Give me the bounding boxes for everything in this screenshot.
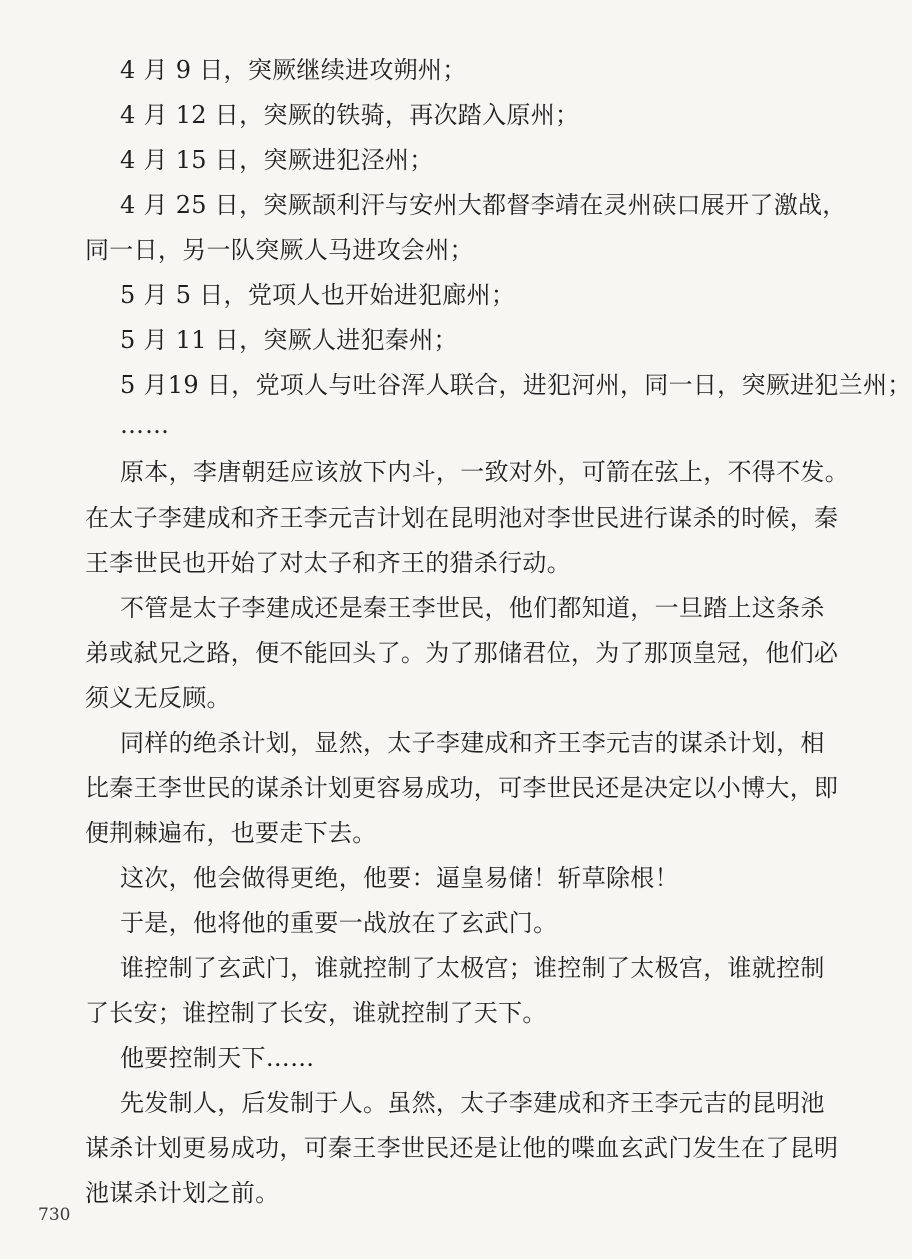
text-line: 4 月 15 日，突厥进犯泾州； [120,146,434,174]
text-line: 王李世民也开始了对太子和齐王的猎杀行动。 [85,549,571,577]
text-line: 便荆棘遍布，也要走下去。 [85,819,377,847]
text-line: 4 月 25 日，突厥颉利汗与安州大都督李靖在灵州硖口展开了激战， [120,191,847,219]
text-line: 同一日，另一队突厥人马进攻会州； [85,236,474,264]
text-line: 须义无反顾。 [85,684,231,712]
text-line: 这次，他会做得更绝，他要：逼皇易储！斩草除根！ [120,864,679,892]
text-line: 谋杀计划更易成功，可秦王李世民还是让他的喋血玄武门发生在了昆明 [85,1134,839,1162]
text-line: 原本，李唐朝廷应该放下内斗，一致对外，可箭在弦上，不得不发。 [120,458,849,486]
text-line: 谁控制了玄武门，谁就控制了太极宫；谁控制了太极宫，谁就控制 [120,954,825,982]
text-line: 5 月 11 日，突厥人进犯秦州； [120,326,458,354]
text-line: 4 月 12 日，突厥的铁骑，再次踏入原州； [120,101,580,129]
text-line: 比秦王李世民的谋杀计划更容易成功，可李世民还是决定以小博大，即 [85,774,839,802]
text-line: 池谋杀计划之前。 [85,1179,280,1207]
text-line: 了长安；谁控制了长安，谁就控制了天下。 [85,999,547,1027]
text-line: 4 月 9 日，突厥继续进攻朔州； [120,56,467,84]
text-line: 在太子李建成和齐王李元吉计划在昆明池对李世民进行谋杀的时候，秦 [85,504,839,532]
text-line: 于是，他将他的重要一战放在了玄武门。 [120,909,558,937]
text-line: 5 月 5 日，党项人也开始进犯廊州； [120,281,516,309]
text-line: 5 月19 日，党项人与吐谷浑人联合，进犯河州，同一日，突厥进犯兰州； [120,371,912,399]
text-line: 弟或弑兄之路，便不能回头了。为了那储君位，为了那顶皇冠，他们必 [85,639,839,667]
text-line: 不管是太子李建成还是秦王李世民，他们都知道，一旦踏上这条杀 [120,594,825,622]
text-line: 先发制人，后发制于人。虽然，太子李建成和齐王李元吉的昆明池 [120,1089,825,1117]
text-line: 同样的绝杀计划，显然，太子李建成和齐王李元吉的谋杀计划，相 [120,729,825,757]
page-number: 730 [38,1205,71,1225]
ellipsis-line: …… [120,411,170,439]
text-line: 他要控制天下…… [120,1044,315,1072]
